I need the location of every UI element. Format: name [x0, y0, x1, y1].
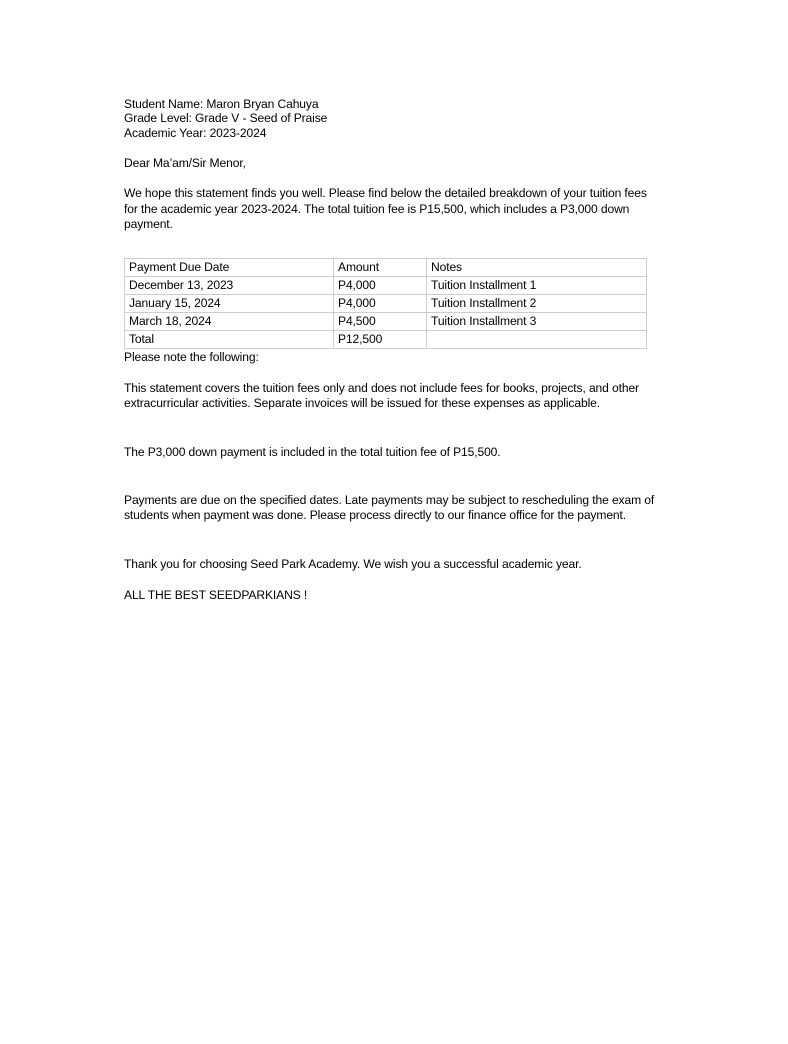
spacer-before-table [124, 232, 658, 254]
cell-total-label: Total [125, 331, 334, 349]
table-row [125, 277, 647, 295]
cell-due-date: March 18, 2024 [125, 313, 334, 331]
cell-notes: Tuition Installment 1 [427, 277, 647, 295]
cell-due-date: January 15, 2024 [125, 295, 334, 313]
note-paragraph: This statement covers the tuition fees only and does not include fees for books, projects, and other extracurricular activities. Separate invoices will be issued for these expenses as applicable. [124, 380, 639, 411]
cell-due-date: December 13, 2023 [125, 277, 334, 295]
column-header-notes: Notes [427, 259, 647, 277]
student-name-line: Student Name: Maron Bryan Cahuya [124, 97, 319, 111]
table-row-total [125, 331, 647, 349]
cell-notes: Tuition Installment 2 [427, 295, 647, 313]
spacer-after-header [124, 140, 658, 156]
column-header-amount: Amount [334, 259, 427, 277]
document-body [124, 97, 658, 602]
cell-amount: P4,500 [334, 313, 427, 331]
payments-paragraph: Payments are due on the specified dates. Late payments may be subject to rescheduling the exam of students when payment was done. Please process directly to our finance office for the payment. [124, 492, 655, 523]
cell-amount: P4,000 [334, 295, 427, 313]
academic-year-line: Academic Year: 2023-2024 [124, 125, 267, 140]
spacer-before-closing [124, 524, 658, 557]
table-row [125, 313, 647, 331]
spacer-after-salutation [124, 170, 658, 186]
spacer-before-payments [124, 460, 658, 493]
spacer-before-down-payment [124, 412, 658, 445]
cell-amount: P4,000 [334, 277, 427, 295]
column-header-payment-due-date: Payment Due Date [125, 259, 334, 277]
intro-paragraph: We hope this statement finds you well. Please find below the detailed breakdown of your tuition fees for the academic year 2023-2024. The total tuition fee is P15,500, which includes a P3,000 down payment. [124, 186, 647, 231]
cell-total-notes [427, 331, 647, 349]
fee-table-wrapper [124, 258, 658, 349]
cell-total-amount: P12,500 [334, 331, 427, 349]
note-heading: Please note the following: [124, 350, 259, 365]
payment-schedule-table [124, 258, 647, 349]
salutation: Dear Ma’am/Sir Menor, [124, 155, 246, 170]
table-header-row [125, 259, 647, 277]
table-row [125, 295, 647, 313]
spacer-before-signoff [124, 572, 658, 588]
signoff-line: ALL THE BEST SEEDPARKIANS ! [124, 588, 308, 603]
cell-notes: Tuition Installment 3 [427, 313, 647, 331]
grade-level-line: Grade Level: Grade V - Seed of Praise [124, 111, 328, 126]
closing-paragraph: Thank you for choosing Seed Park Academy. We wish you a successful academic year. [124, 556, 582, 571]
spacer-after-note-heading [124, 365, 658, 381]
down-payment-paragraph: The P3,000 down payment is included in the total tuition fee of P15,500. [124, 444, 501, 459]
